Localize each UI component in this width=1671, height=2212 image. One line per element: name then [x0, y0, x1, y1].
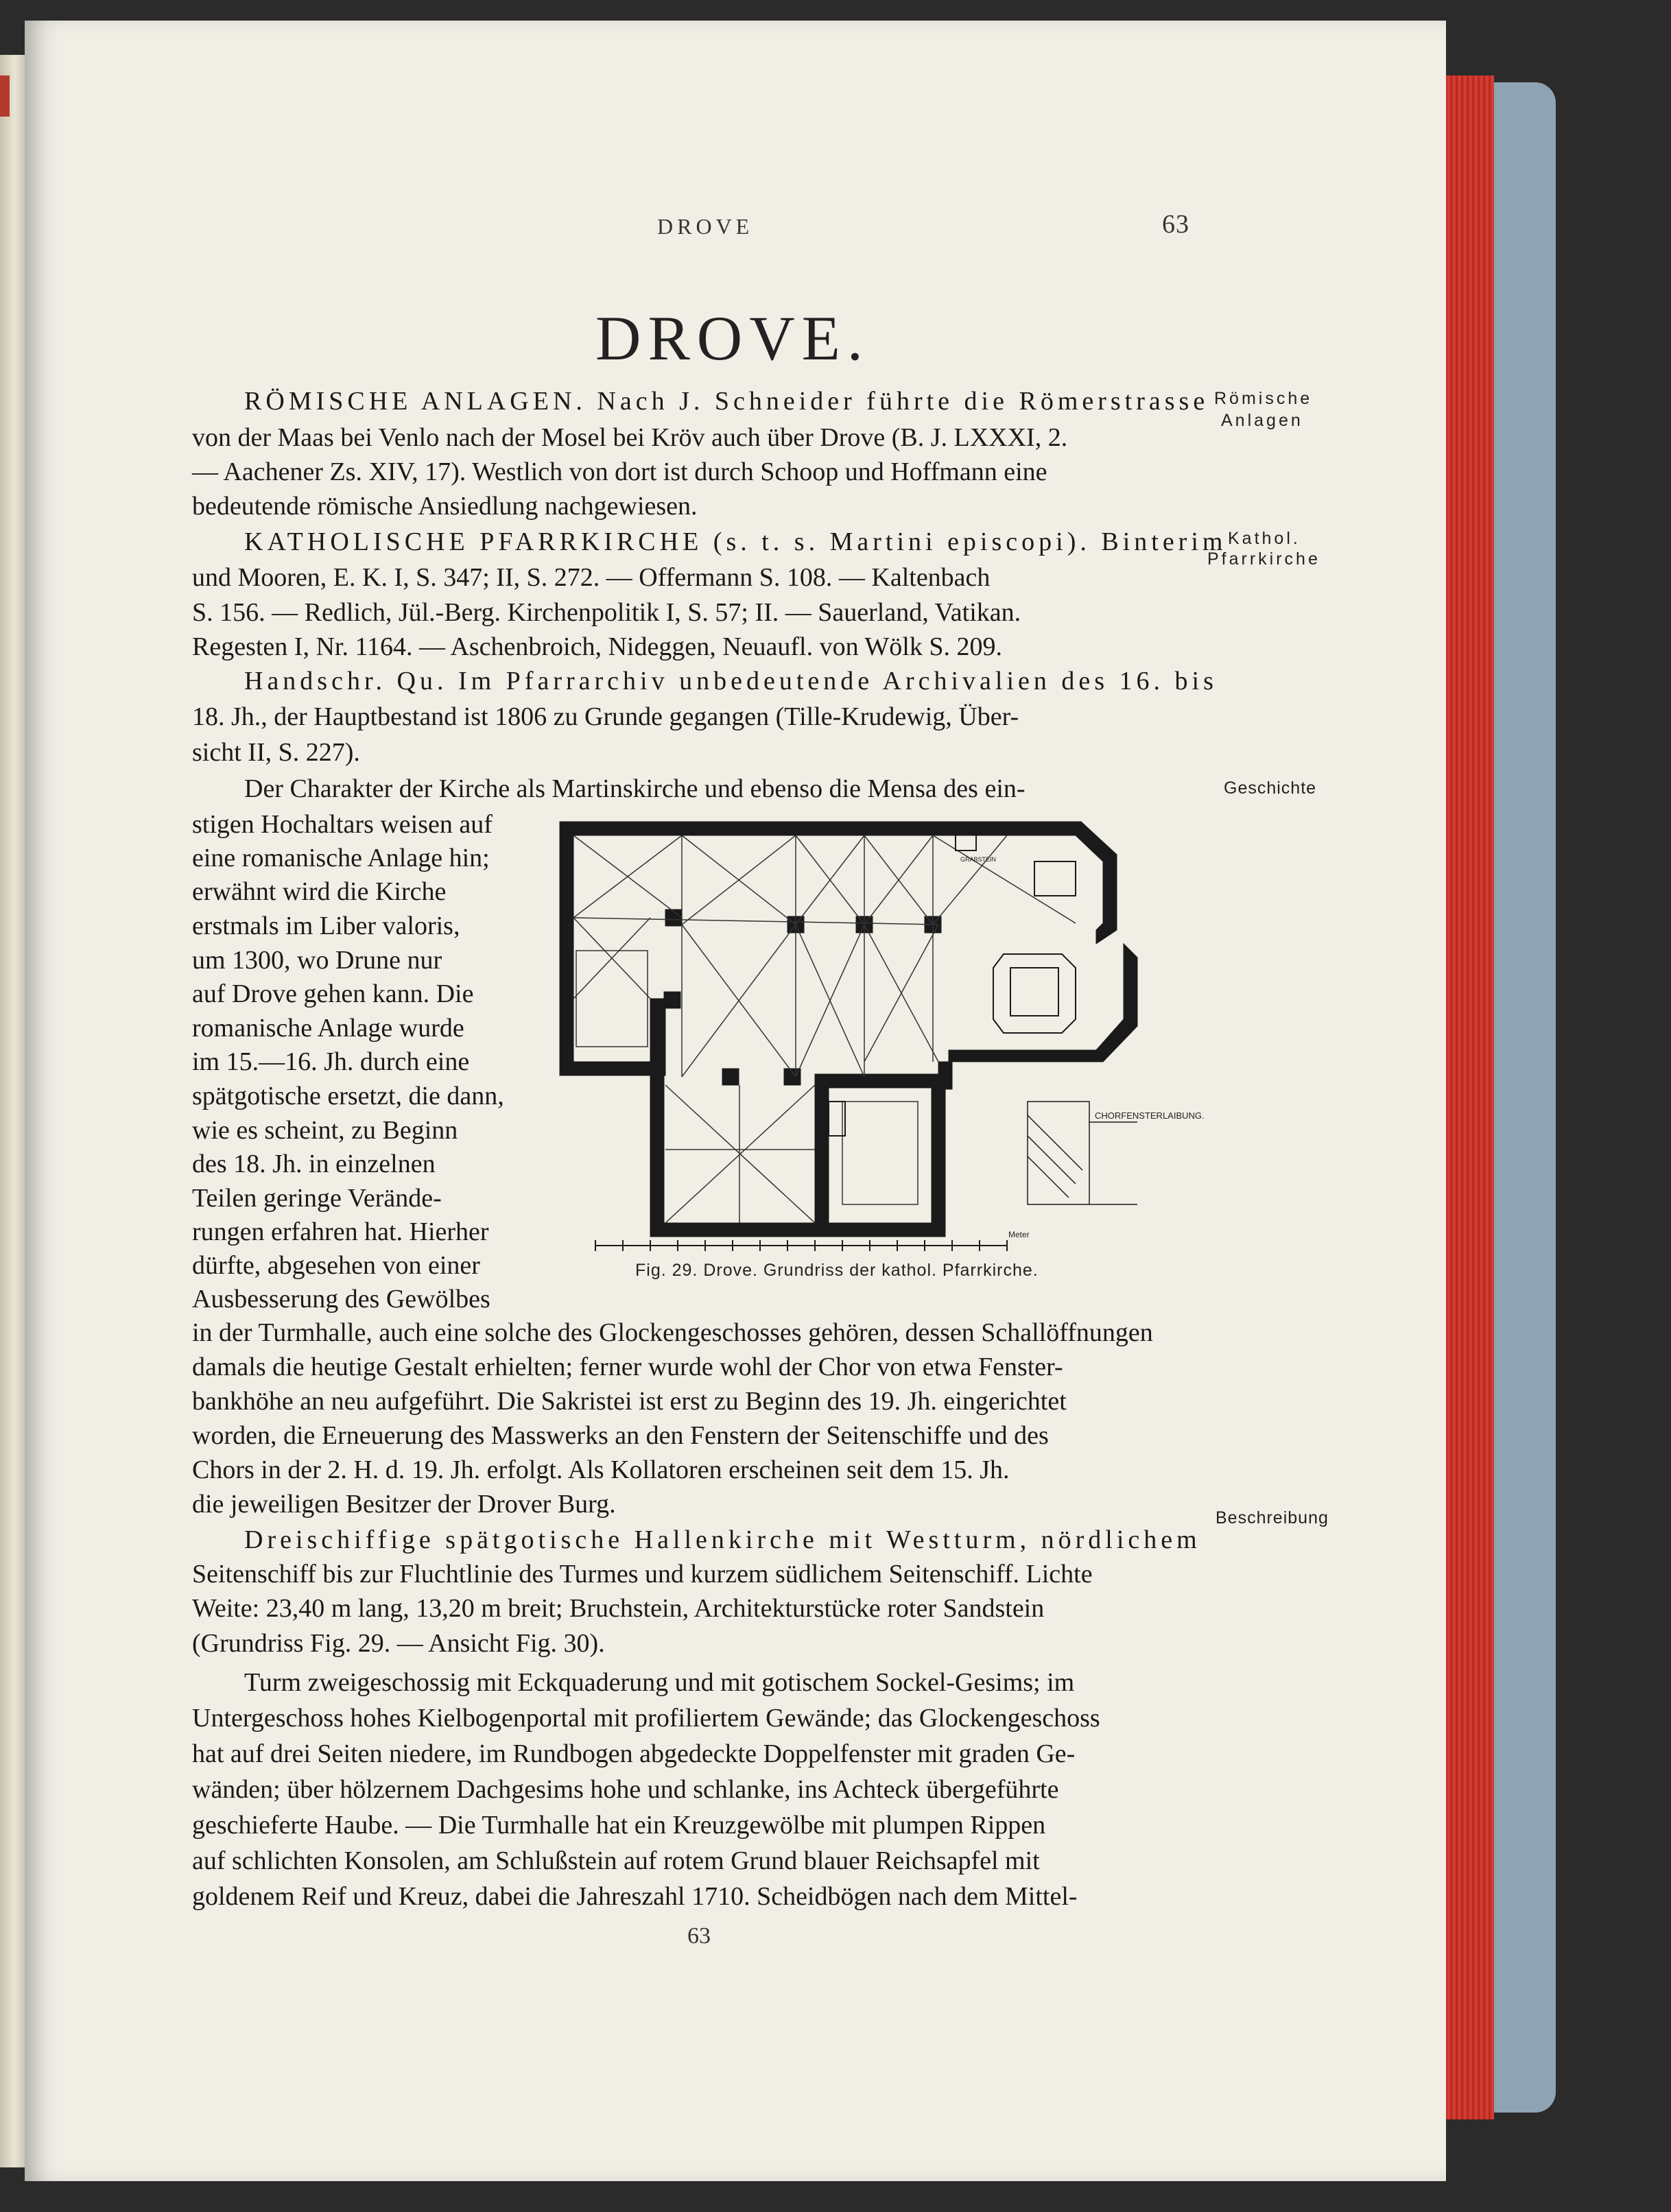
text-line: in der Turmhalle, auch eine solche des Glockengeschosses gehören, dessen Schallöffnungen: [192, 1318, 1153, 1347]
text-line: eine romanische Anlage hin;: [192, 844, 490, 872]
text-line: Untergeschoss hohes Kielbogenportal mit profiliertem Gewände; das Glockengeschoss: [192, 1704, 1100, 1733]
text-line: die jeweiligen Besitzer der Drover Burg.: [192, 1490, 616, 1519]
text-line: (Grundriss Fig. 29. — Ansicht Fig. 30).: [192, 1629, 605, 1658]
text-line: spätgotische ersetzt, die dann,: [192, 1082, 504, 1110]
text-line: Teilen geringe Verände-: [192, 1184, 442, 1213]
text-line: — Aachener Zs. XIV, 17). Westlich von dort ist durch Schoop und Hoffmann eine: [192, 457, 1047, 486]
text-line: goldenem Reif und Kreuz, dabei die Jahreszahl 1710. Scheidbögen nach dem Mittel-: [192, 1882, 1078, 1911]
floor-plan-figure: [554, 813, 1205, 1259]
text-line: auf Drove gehen kann. Die: [192, 979, 474, 1008]
text-line: Handschr. Qu. Im Pfarrarchiv unbedeutende Archivalien des 16. bis: [244, 667, 1218, 695]
text-line: S. 156. — Redlich, Jül.-Berg. Kirchenpolitik I, S. 57; II. — Sauerland, Vatikan.: [192, 598, 1021, 627]
text-line: wie es scheint, zu Beginn: [192, 1116, 458, 1145]
text-line: im 15.—16. Jh. durch eine: [192, 1047, 470, 1076]
scale-bar: [595, 1240, 1007, 1251]
text-line: Regesten I, Nr. 1164. — Aschenbroich, Nideggen, Neuaufl. von Wölk S. 209.: [192, 632, 1002, 661]
floor-plan-altars: [829, 834, 1076, 1136]
text-line: Seitenschiff bis zur Fluchtlinie des Turmes und kurzem südlichem Seitenschiff. Lichte: [192, 1560, 1093, 1589]
text-line: erwähnt wird die Kirche: [192, 877, 447, 906]
page-title: DROVE.: [595, 303, 870, 373]
floor-plan-walls: [560, 822, 1137, 1237]
text-line: Turm zweigeschossig mit Eckquaderung und mit gotischem Sockel-Gesims; im: [244, 1668, 1075, 1697]
running-title: DROVE: [657, 214, 754, 239]
left-page-edge: [0, 55, 25, 2167]
text-line: wänden; über hölzernem Dachgesims hohe und schlanke, ins Achteck übergeführte: [192, 1775, 1059, 1804]
footer-page-number: 63: [687, 1923, 711, 1949]
text-line: Dreischiffige spätgotische Hallenkirche mit Westturm, nördlichem: [244, 1525, 1201, 1554]
text-line: rungen erfahren hat. Hierher: [192, 1217, 489, 1246]
left-page-ribbon: [0, 75, 10, 117]
chorfenster-label: CHORFENSTERLAIBUNG.: [1095, 1110, 1205, 1121]
text-line: damals die heutige Gestalt erhielten; ferner wurde wohl der Chor von etwa Fenster-: [192, 1353, 1063, 1381]
text-line: Weite: 23,40 m lang, 13,20 m breit; Bruchstein, Architekturstücke roter Sandstein: [192, 1594, 1045, 1623]
page-block-red-edge: [1446, 75, 1494, 2119]
text-line: geschieferte Haube. — Die Turmhalle hat ein Kreuzgewölbe mit plumpen Rippen: [192, 1811, 1046, 1840]
text-line: des 18. Jh. in einzelnen: [192, 1150, 436, 1178]
text-line: worden, die Erneuerung des Masswerks an den Fenstern der Seitenschiffe und des: [192, 1421, 1049, 1450]
text-line: hat auf drei Seiten niedere, im Rundbogen abgedeckte Doppelfenster mit graden Ge-: [192, 1739, 1076, 1768]
text-line: RÖMISCHE ANLAGEN. Nach J. Schneider führte die Römerstrasse: [244, 387, 1209, 416]
text-line: sicht II, S. 227).: [192, 738, 360, 767]
text-line: romanische Anlage wurde: [192, 1014, 464, 1043]
text-line: stigen Hochaltars weisen auf: [192, 810, 493, 839]
header-page-number: 63: [1162, 210, 1189, 239]
text-line: dürfte, abgesehen von einer: [192, 1251, 480, 1280]
text-line: um 1300, wo Drune nur: [192, 946, 442, 975]
text-line: auf schlichten Konsolen, am Schlußstein auf rotem Grund blauer Reichsapfel mit: [192, 1846, 1040, 1875]
margin-note-geschichte: Geschichte: [1224, 778, 1317, 798]
text-line: von der Maas bei Venlo nach der Mosel bei Kröv auch über Drove (B. J. LXXXI, 2.: [192, 423, 1068, 452]
text-line: 18. Jh., der Hauptbestand ist 1806 zu Grunde gegangen (Tille-Krudewig, Über-: [192, 702, 1019, 731]
text-line: bedeutende römische Ansiedlung nachgewiesen.: [192, 492, 698, 521]
figure-caption: Fig. 29. Drove. Grundriss der kathol. Pfarrkirche.: [635, 1261, 1039, 1280]
text-line: Der Charakter der Kirche als Martinskirche und ebenso die Mensa des ein-: [244, 774, 1026, 803]
text-line: Ausbesserung des Gewölbes: [192, 1285, 490, 1313]
margin-note-kathol: Kathol.: [1228, 529, 1301, 548]
text-line: und Mooren, E. K. I, S. 347; II, S. 272. — Offermann S. 108. — Kaltenbach: [192, 563, 991, 592]
margin-note-anlagen: Anlagen: [1221, 411, 1303, 430]
margin-note-beschreibung: Beschreibung: [1216, 1508, 1329, 1527]
book-cover: [1494, 82, 1556, 2113]
margin-note-pfarrkirche: Pfarrkirche: [1207, 549, 1320, 569]
margin-note-roemische: Römische: [1214, 389, 1313, 408]
text-line: erstmals im Liber valoris,: [192, 912, 460, 940]
text-line: bankhöhe an neu aufgeführt. Die Sakristei ist erst zu Beginn des 19. Jh. eingerichtet: [192, 1387, 1067, 1416]
grabstein-label: GRABSTEIN: [960, 856, 997, 863]
scale-unit-label: Meter: [1008, 1230, 1030, 1239]
text-line: Chors in der 2. H. d. 19. Jh. erfolgt. Als Kollatoren erscheinen seit dem 15. Jh.: [192, 1455, 1010, 1484]
text-line: KATHOLISCHE PFARRKIRCHE (s. t. s. Martini episcopi). Binterim: [244, 527, 1227, 556]
